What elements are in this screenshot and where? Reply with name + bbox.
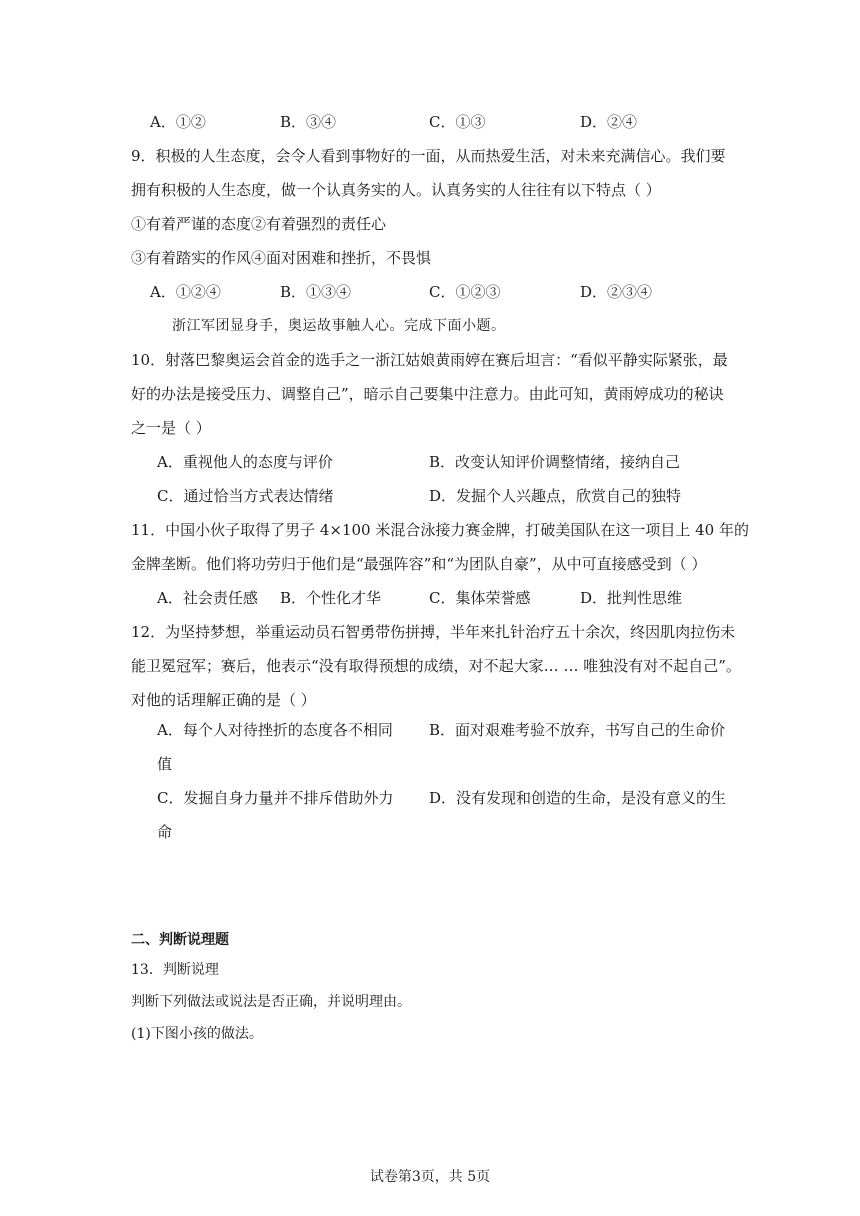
- q11-option-c[interactable]: C．集体荣誉感: [429, 589, 531, 607]
- q12-options-row1: [150, 720, 750, 740]
- q9-option-b[interactable]: B．①③④: [280, 283, 352, 301]
- q12-options-row2-wrap: [150, 822, 750, 842]
- q11-option-a[interactable]: A．社会责任感: [157, 589, 258, 607]
- q11-options: [150, 588, 750, 608]
- q11-stem-line1: 11．中国小伙子取得了男子 4×100 米混合泳接力赛金牌，打破美国队在这一项目上 40 年的: [131, 521, 749, 539]
- q10-option-d[interactable]: D．发掘个人兴趣点，欣赏自己的独特: [429, 487, 682, 505]
- q9-stem-line1: 9．积极的人生态度，会令人看到事物好的一面，从而热爱生活，对未来充满信心。我们要: [131, 147, 726, 165]
- q12-option-a[interactable]: A．每个人对待挫折的态度各不相同: [157, 721, 393, 739]
- q12-options-row2: [150, 788, 750, 808]
- q8-option-d[interactable]: D．②④: [580, 113, 638, 131]
- q12-option-wrap-text: 命: [157, 823, 173, 841]
- q8-option-a[interactable]: A．①②: [150, 113, 206, 131]
- q13-instruction: 判断下列做法或说法是否正确，并说明理由。: [131, 994, 411, 1010]
- q12-stem-line2: 能卫冕冠军；赛后，他表示“没有取得预想的成绩，对不起大家… … 唯独没有对不起自己”。: [131, 657, 741, 675]
- q12-option-wrap-text: 值: [157, 755, 173, 773]
- q9-options: [150, 282, 750, 302]
- q10-option-a[interactable]: A．重视他人的态度与评价: [157, 453, 333, 471]
- q10-options-row2: [150, 486, 750, 506]
- q9-stem-line2: 拥有积极的人生态度，做一个认真务实的人。认真务实的人往往有以下特点（ ）: [131, 181, 661, 199]
- q10-stem-line1: 10．射落巴黎奥运会首金的选手之一浙江姑娘黄雨婷在赛后坦言：“看似平静实际紧张，最: [131, 351, 728, 369]
- q10-stem-line2: 好的办法是接受压力、调整自己”，暗示自己要集中注意力。由此可知，黄雨婷成功的秘诀: [131, 385, 724, 403]
- page-footer: 试卷第3页，共 5页: [369, 1169, 491, 1185]
- q9-option-d[interactable]: D．②③④: [580, 283, 653, 301]
- q12-option-c[interactable]: C．发掘自身力量并不排斥借助外力: [157, 789, 394, 807]
- q9-option-c[interactable]: C．①②③: [429, 283, 501, 301]
- q12-option-b[interactable]: B．面对艰难考验不放弃，书写自己的生命价: [429, 721, 726, 739]
- q9-item-2: ③有着踏实的作风④面对困难和挫折，不畏惧: [131, 249, 432, 267]
- q8-option-b[interactable]: B．③④: [280, 113, 337, 131]
- q13-part1: (1)下图小孩的做法。: [131, 1026, 263, 1042]
- q10-option-b[interactable]: B．改变认知评价调整情绪，接纳自己: [429, 453, 681, 471]
- q9-item-1: ①有着严谨的态度②有着强烈的责任心: [131, 215, 387, 233]
- q9-option-a[interactable]: A．①②④: [150, 283, 221, 301]
- material-intro: 浙江军团显身手，奥运故事触人心。完成下面小题。: [172, 318, 506, 334]
- q11-option-d[interactable]: D．批判性思维: [580, 589, 683, 607]
- q11-option-b[interactable]: B．个性化才华: [280, 589, 382, 607]
- q12-option-d[interactable]: D．没有发现和创造的生命，是没有意义的生: [429, 789, 727, 807]
- q10-options-row1: [150, 452, 750, 472]
- q11-stem-line2: 金牌垄断。他们将功劳归于他们是“最强阵容”和“为团队自豪”，从中可直接感受到（ ）: [131, 555, 707, 573]
- q8-options: [150, 112, 750, 132]
- q12-stem-line3: 对他的话理解正确的是（ ）: [131, 691, 316, 709]
- section-heading: 二、判断说理题: [131, 932, 229, 948]
- q13-title: 13．判断说理: [131, 962, 219, 978]
- q8-option-c[interactable]: C．①③: [429, 113, 486, 131]
- q10-stem-line3: 之一是（ ）: [131, 419, 211, 437]
- q12-stem-line1: 12．为坚持梦想，举重运动员石智勇带伤拼搏，半年来扎针治疗五十余次，终因肌肉拉伤未: [131, 623, 736, 641]
- q10-option-c[interactable]: C．通过恰当方式表达情绪: [157, 487, 334, 505]
- q12-options-row1-wrap: [150, 754, 750, 774]
